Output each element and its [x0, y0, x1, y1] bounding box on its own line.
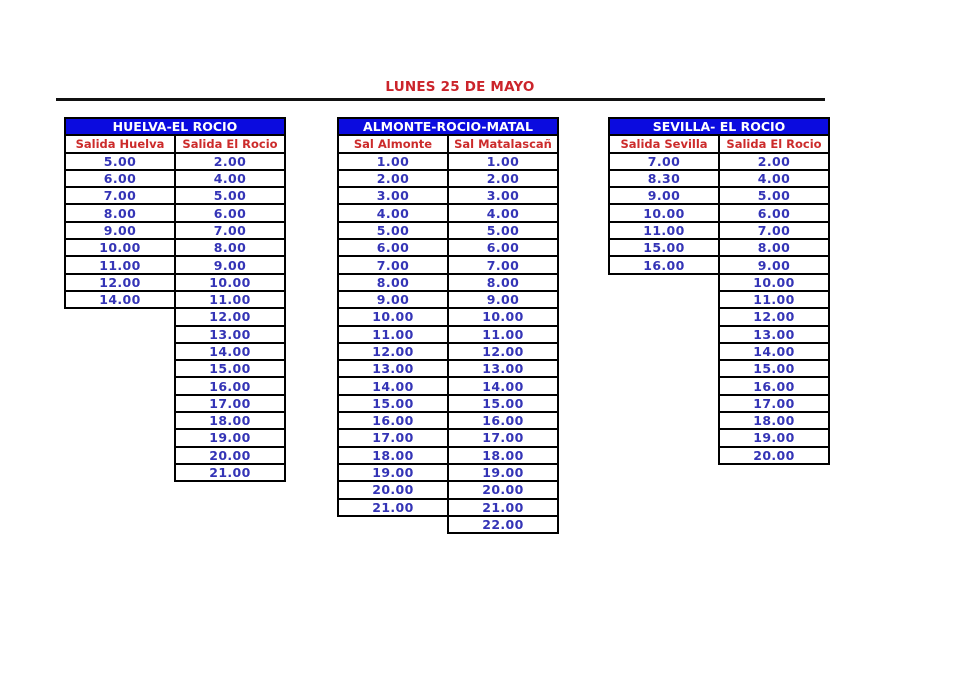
time-cell: 16.00	[608, 255, 720, 274]
time-cell: 10.00	[64, 238, 176, 257]
time-cell: 12.00	[337, 342, 449, 361]
time-cell: 15.00	[174, 359, 286, 378]
time-cell: 18.00	[337, 446, 449, 465]
time-cell: 21.00	[337, 498, 449, 517]
page-title: LUNES 25 DE MAYO	[385, 79, 535, 95]
column-header-salida-el-rocio: Salida El Rocio	[718, 134, 830, 153]
time-cell: 15.00	[337, 394, 449, 413]
time-cell: 7.00	[64, 186, 176, 205]
time-cell: 15.00	[718, 359, 830, 378]
time-cell: 7.00	[718, 221, 830, 240]
time-cell: 9.00	[447, 290, 559, 309]
time-cell: 3.00	[337, 186, 449, 205]
time-cell: 8.00	[64, 203, 176, 222]
time-cell: 13.00	[718, 325, 830, 344]
time-cell: 20.00	[174, 446, 286, 465]
time-cell: 15.00	[608, 238, 720, 257]
time-cell: 21.00	[447, 498, 559, 517]
time-cell: 18.00	[174, 411, 286, 430]
time-cell: 9.00	[64, 221, 176, 240]
time-cell: 8.00	[718, 238, 830, 257]
time-cell: 4.00	[174, 169, 286, 188]
time-cell: 11.00	[337, 325, 449, 344]
departure-times-column-el-rocio	[174, 152, 286, 483]
time-cell: 10.00	[174, 273, 286, 292]
time-cell: 11.00	[174, 290, 286, 309]
time-cell: 12.00	[64, 273, 176, 292]
time-cell: 20.00	[718, 446, 830, 465]
time-cell: 2.00	[174, 152, 286, 171]
departure-times-column-almonte	[337, 152, 449, 517]
time-cell: 19.00	[447, 463, 559, 482]
time-cell: 19.00	[718, 428, 830, 447]
table-body	[337, 152, 559, 535]
departure-times-column-matalascan	[447, 152, 559, 535]
timetable-almonte-rocio-matal	[337, 117, 559, 534]
time-cell: 7.00	[337, 255, 449, 274]
time-cell: 5.00	[718, 186, 830, 205]
departure-times-column-el-rocio	[718, 152, 830, 465]
time-cell: 17.00	[337, 428, 449, 447]
departure-times-column-sevilla	[608, 152, 720, 275]
time-cell: 20.00	[337, 480, 449, 499]
time-cell: 6.00	[174, 203, 286, 222]
time-cell: 11.00	[64, 255, 176, 274]
time-cell: 5.00	[447, 221, 559, 240]
time-cell: 17.00	[447, 428, 559, 447]
time-cell: 7.00	[174, 221, 286, 240]
time-cell: 1.00	[447, 152, 559, 171]
timetable-huelva-el-rocio	[64, 117, 286, 482]
table-title: SEVILLA- EL ROCIO	[608, 117, 830, 136]
time-cell: 6.00	[64, 169, 176, 188]
time-cell: 5.00	[337, 221, 449, 240]
column-header-salida-el-rocio: Salida El Rocio	[174, 134, 286, 153]
time-cell: 13.00	[337, 359, 449, 378]
time-cell: 10.00	[447, 307, 559, 326]
time-cell: 19.00	[174, 428, 286, 447]
column-header-sal-almonte: Sal Almonte	[337, 134, 449, 153]
time-cell: 7.00	[447, 255, 559, 274]
time-cell: 16.00	[337, 411, 449, 430]
table-body	[64, 152, 286, 483]
time-cell: 13.00	[447, 359, 559, 378]
time-cell: 19.00	[337, 463, 449, 482]
time-cell: 12.00	[447, 342, 559, 361]
time-cell: 8.00	[447, 273, 559, 292]
time-cell: 16.00	[447, 411, 559, 430]
time-cell: 14.00	[337, 376, 449, 395]
time-cell: 18.00	[447, 446, 559, 465]
time-cell: 9.00	[718, 255, 830, 274]
time-cell: 11.00	[718, 290, 830, 309]
time-cell: 9.00	[608, 186, 720, 205]
time-cell: 16.00	[718, 376, 830, 395]
time-cell: 4.00	[447, 203, 559, 222]
time-cell: 8.30	[608, 169, 720, 188]
departure-times-column-huelva	[64, 152, 176, 310]
time-cell: 4.00	[718, 169, 830, 188]
time-cell: 14.00	[447, 376, 559, 395]
time-cell: 17.00	[718, 394, 830, 413]
time-cell: 2.00	[718, 152, 830, 171]
timetable-sevilla-el-rocio	[608, 117, 830, 465]
column-header-salida-sevilla: Salida Sevilla	[608, 134, 720, 153]
time-cell: 9.00	[337, 290, 449, 309]
title-divider	[56, 98, 825, 101]
time-cell: 5.00	[64, 152, 176, 171]
time-cell: 13.00	[174, 325, 286, 344]
time-cell: 2.00	[447, 169, 559, 188]
time-cell: 6.00	[337, 238, 449, 257]
time-cell: 7.00	[608, 152, 720, 171]
time-cell: 2.00	[337, 169, 449, 188]
time-cell: 22.00	[447, 515, 559, 534]
time-cell: 8.00	[174, 238, 286, 257]
time-cell: 14.00	[64, 290, 176, 309]
time-cell: 6.00	[447, 238, 559, 257]
time-cell: 11.00	[608, 221, 720, 240]
time-cell: 1.00	[337, 152, 449, 171]
table-title: HUELVA-EL ROCIO	[64, 117, 286, 136]
time-cell: 18.00	[718, 411, 830, 430]
table-title: ALMONTE-ROCIO-MATAL	[337, 117, 559, 136]
time-cell: 16.00	[174, 376, 286, 395]
time-cell: 4.00	[337, 203, 449, 222]
time-cell: 3.00	[447, 186, 559, 205]
time-cell: 6.00	[718, 203, 830, 222]
time-cell: 14.00	[174, 342, 286, 361]
time-cell: 9.00	[174, 255, 286, 274]
time-cell: 11.00	[447, 325, 559, 344]
column-header-salida-huelva: Salida Huelva	[64, 134, 176, 153]
time-cell: 21.00	[174, 463, 286, 482]
time-cell: 8.00	[337, 273, 449, 292]
time-cell: 17.00	[174, 394, 286, 413]
time-cell: 14.00	[718, 342, 830, 361]
time-cell: 10.00	[337, 307, 449, 326]
time-cell: 12.00	[174, 307, 286, 326]
column-header-sal-matalascan: Sal Matalascañ	[447, 134, 559, 153]
time-cell: 5.00	[174, 186, 286, 205]
time-cell: 10.00	[718, 273, 830, 292]
time-cell: 15.00	[447, 394, 559, 413]
table-body	[608, 152, 830, 465]
time-cell: 20.00	[447, 480, 559, 499]
time-cell: 10.00	[608, 203, 720, 222]
time-cell: 12.00	[718, 307, 830, 326]
